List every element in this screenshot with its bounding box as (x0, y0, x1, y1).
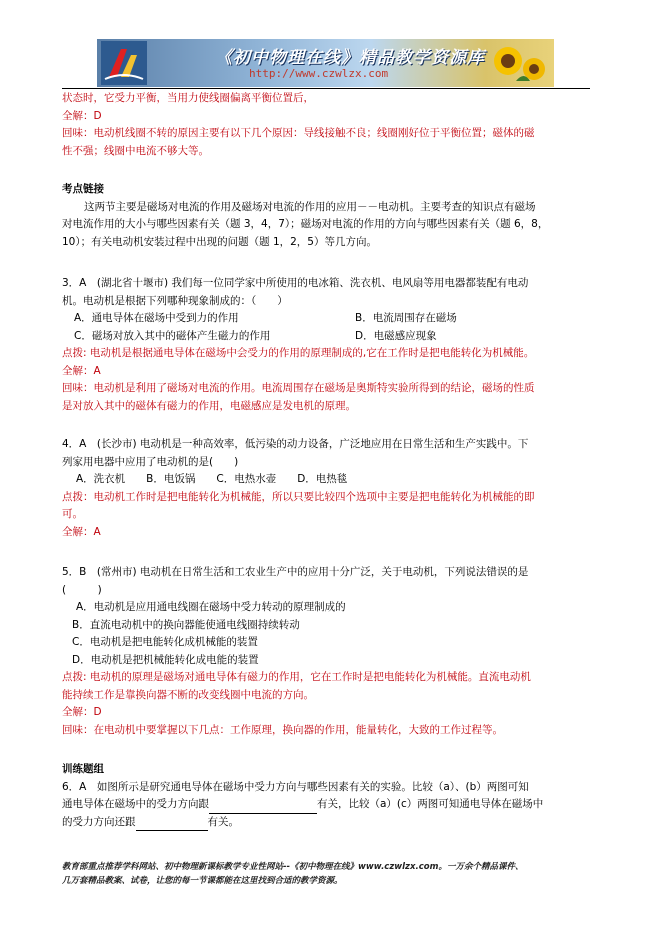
review-line: 是对放入其中的磁体有磁力的作用，电磁感应是发电机的原理。 (62, 399, 356, 412)
footer-line: 教育部重点推荐学科网站、初中物理新课标教学专业性网站--《初中物理在线》www.czwlzx.com。一万余个精品课件、 (62, 862, 524, 872)
option-a: A．电动机是应用通电线圈在磁场中受力转动的原理制成的 (76, 601, 346, 613)
footer-line: 几万套精品教案、试卷，让您的每一节课都能在这里找到合适的教学资源。 (62, 876, 343, 886)
question-6-stem: 6．A 如图所示是研究通电导体在磁场中受力方向与哪些因素有关的实验。比较（a）、(b）两图可知 (62, 780, 529, 793)
answer-line: 全解：D (62, 109, 102, 122)
question-4-options: A．洗衣机 B．电饭锅 C．电热水壶 D．电热毯 (76, 473, 348, 485)
czwlzx-logo-icon (101, 41, 147, 85)
option-b: B．直流电动机中的换向器能使通电线圈持续转动 (72, 618, 300, 631)
option-d: D．电磁感应现象 (355, 329, 437, 342)
banner-title: 《初中物理在线》精品教学资源库 (215, 48, 485, 68)
answer-line: 全解：A (62, 525, 101, 538)
section-heading-xunlian: 训练题组 (62, 763, 104, 775)
option-c: C．磁场对放入其中的磁体产生磁力的作用 (74, 329, 271, 342)
text-line: 对电流作用的大小与哪些因素有关（题 3，4，7）；磁场对电流的作用的方向与哪些因素有关（题 6，8， (62, 218, 549, 230)
question-6-stem (62, 796, 592, 814)
banner-url[interactable]: http://www.czwlzx.com (249, 67, 389, 80)
text-fragment: 有关，比较（a）(c）两图可知通电导体在磁场中 (317, 798, 544, 810)
text-line: 这两节主要是磁场对电流的作用及磁场对电流的作用的应用－－电动机。主要考查的知识点有磁场 (84, 200, 536, 213)
question-3-options (62, 310, 592, 328)
question-4-stem: 列家用电器中应用了电动机的是( ) (62, 455, 239, 468)
hint-line: 能持续工作是靠换向器不断的改变线圈中电流的方向。 (62, 688, 314, 701)
option-a: A．通电导体在磁场中受到力的作用 (74, 312, 239, 324)
option-c: C．电动机是把电能转化成机械能的装置 (72, 636, 258, 648)
answer-line: 全解：D (62, 706, 102, 718)
text-fragment: 的受力方向还跟 (62, 815, 136, 828)
question-3-options (62, 328, 592, 346)
question-6-stem (62, 814, 592, 832)
sunflower-icon (486, 41, 548, 85)
document-body (62, 90, 592, 831)
text-fragment: 有关。 (207, 815, 239, 828)
hint-line: 可。 (62, 508, 83, 520)
option-d: D．电动机是把机械能转化成电能的装置 (72, 653, 259, 666)
question-3-stem: 机。电动机是根据下列哪种现象制成的：（ ） (62, 294, 288, 307)
question-5-stem: 5．B (常州市) 电动机在日常生活和工农业生产中的应用十分广泛，关于电动机，下列说法错误的是 (62, 566, 529, 578)
section-heading-kaodian: 考点链接 (62, 183, 104, 195)
question-3-stem: 3．A (湖北省十堰市) 我们每一位同学家中所使用的电冰箱、洗衣机、电风扇等用电器都装配有电动 (62, 277, 529, 289)
review-line: 性不强；线圈中电流不够大等。 (62, 144, 209, 157)
answer-line: 全解：A (62, 364, 101, 377)
option-b: B．电流周围存在磁场 (355, 312, 457, 324)
review-line: 回味：在电动机中要掌握以下几点：工作原理，换向器的作用，能量转化，大致的工作过程等。 (62, 723, 503, 736)
review-line: 回味：电动机是利用了磁场对电流的作用。电流周围存在磁场是奥斯特实验所得到的结论，磁场的性质 (62, 382, 535, 394)
header-rule (62, 88, 590, 89)
text-fragment: 通电导体在磁场中的受力方向跟 (62, 798, 209, 810)
text-line: 状态时，它受力平衡，当用力使线圈偏离平衡位置后， (62, 92, 314, 104)
hint-line: 点拨: 电动机的原理是磁场对通电导体有磁力的作用，它在工作时是把电能转化为机械能。直流电动机 (62, 671, 531, 683)
text-line: 10）；有关电动机安装过程中出现的问题（题 1，2，5）等几方向。 (62, 235, 377, 248)
header-banner (97, 39, 554, 87)
question-4-stem: 4．A (长沙市) 电动机是一种高效率，低污染的动力设备，广泛地应用在日常生活和生产实践中。下 (62, 438, 529, 450)
hint-line: 点拨：电动机工作时是把电能转化为机械能，所以只要比较四个选项中主要是把电能转化为机械能的即 (62, 490, 535, 503)
page-footer (62, 860, 598, 888)
answer-blank[interactable] (209, 800, 317, 814)
hint-line: 点拨: 电动机是根据通电导体在磁场中会受力的作用的原理制成的,它在工作时是把电能转化为机械能。 (62, 347, 535, 359)
question-5-stem: ( ) (62, 583, 102, 596)
answer-blank[interactable] (136, 817, 208, 831)
review-line: 回味：电动机线圈不转的原因主要有以下几个原因：导线接触不良；线圈刚好位于平衡位置；磁体的磁 (62, 127, 535, 139)
